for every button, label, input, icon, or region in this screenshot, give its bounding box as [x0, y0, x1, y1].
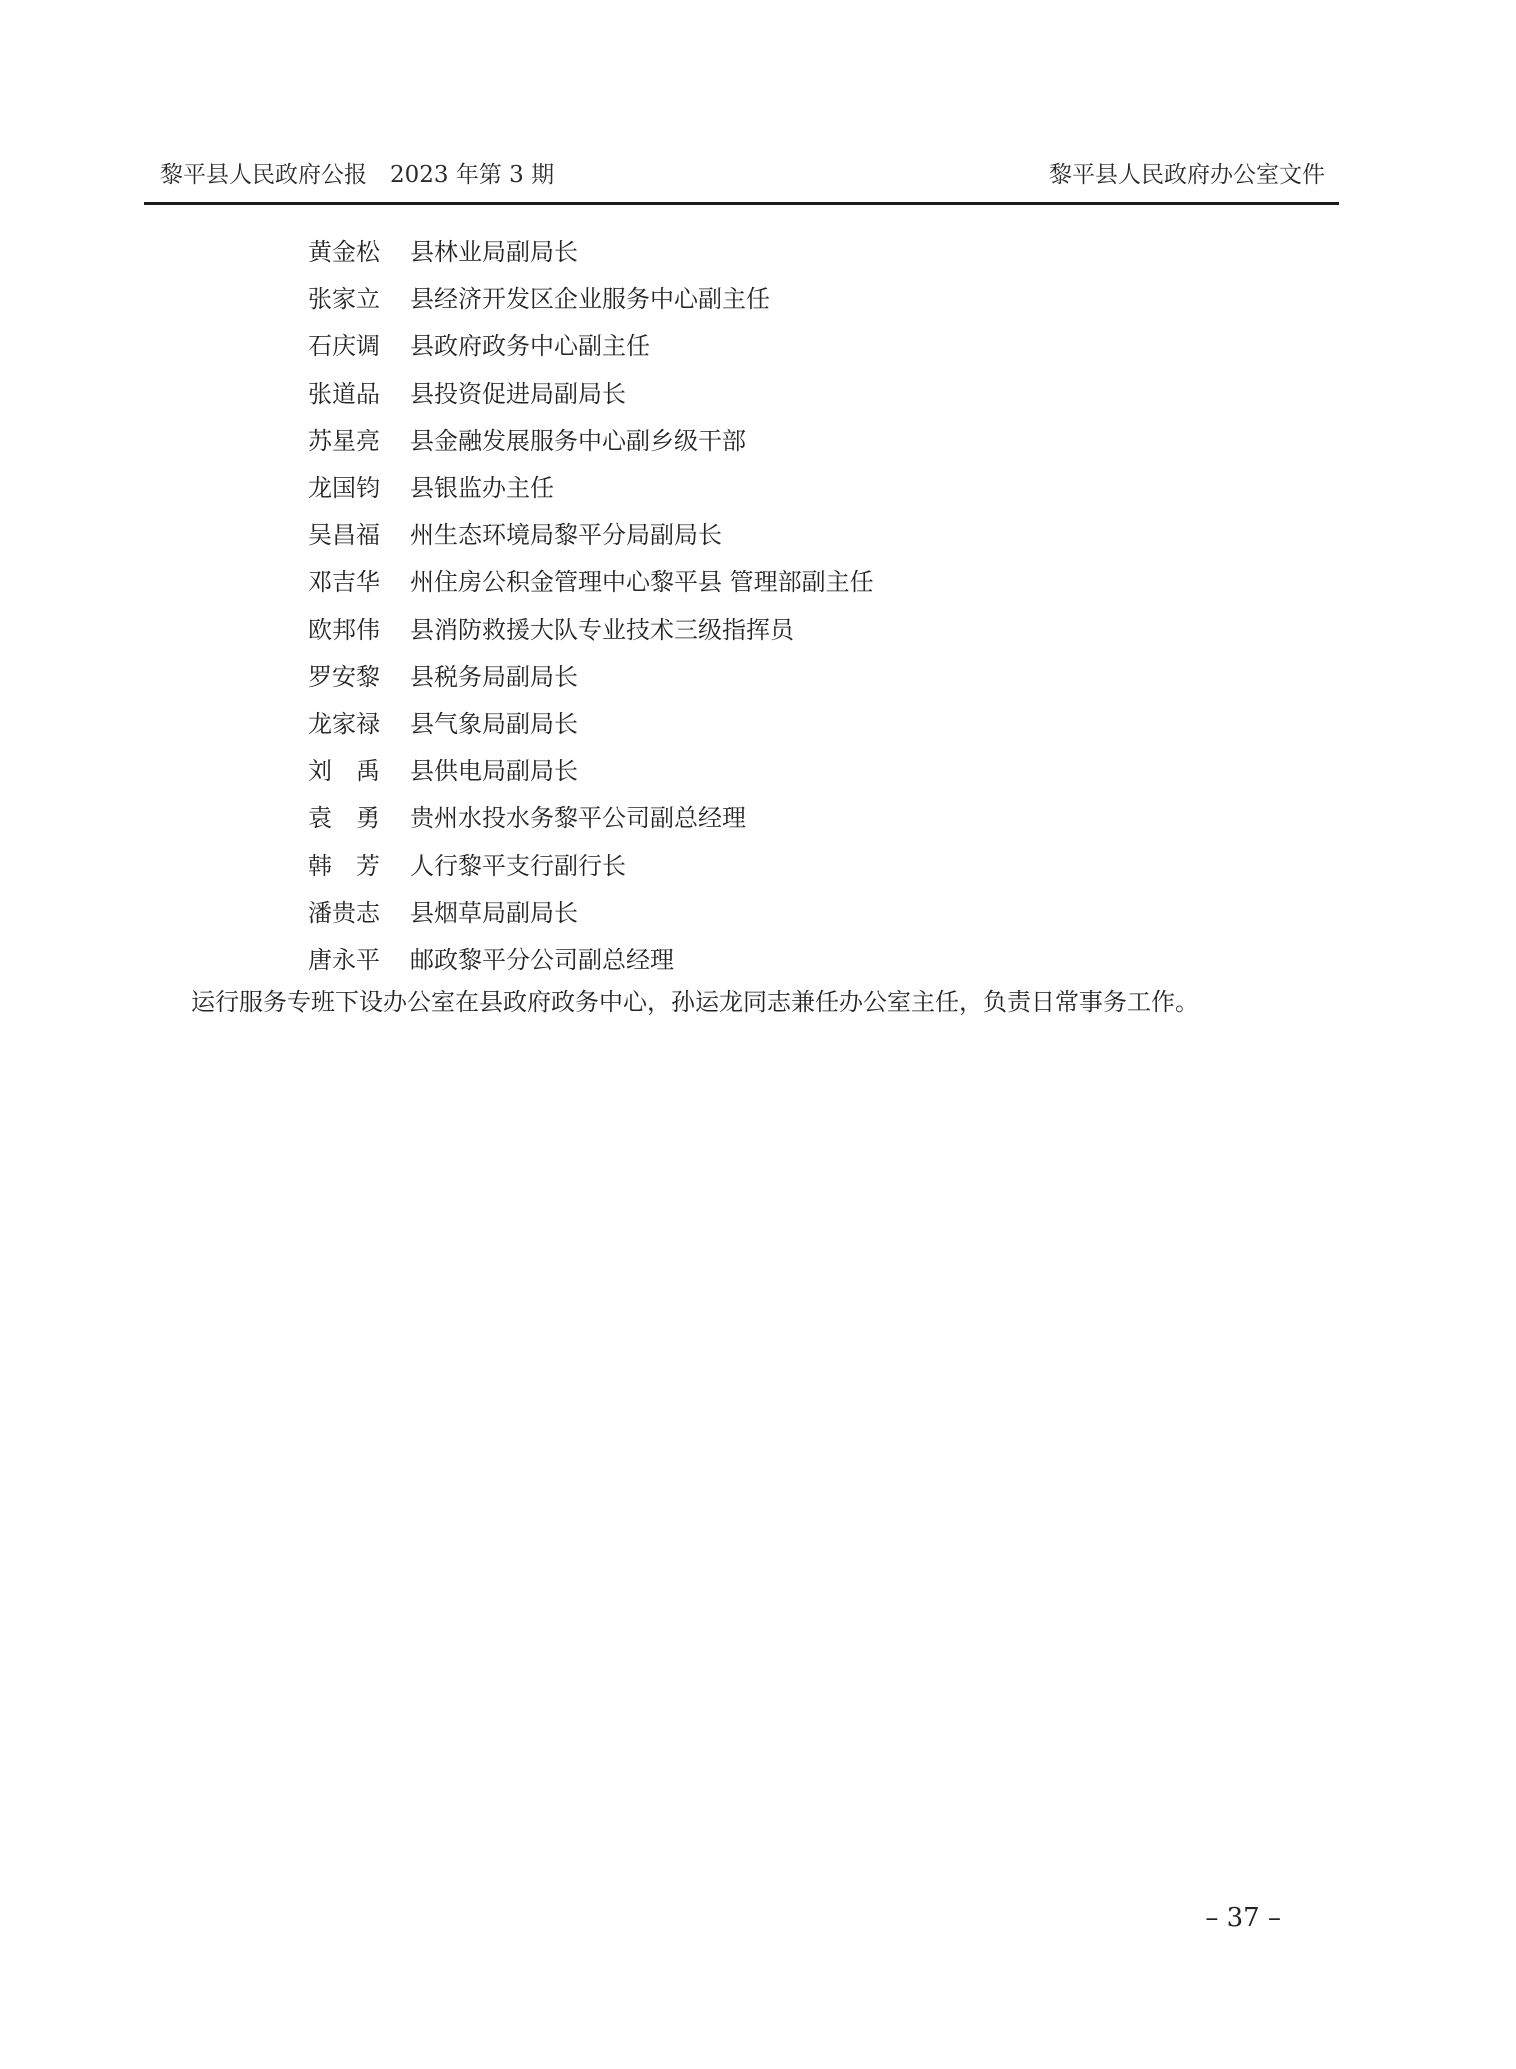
member-title: 县烟草局副局长: [410, 898, 578, 927]
member-title: 县税务局副局长: [410, 662, 578, 691]
member-name: 吴昌福: [308, 521, 380, 550]
list-item: [308, 604, 1308, 651]
member-name: 唐永平: [308, 945, 380, 974]
list-item: [308, 887, 1308, 934]
member-title: 县金融发展服务中心副乡级干部: [410, 426, 746, 455]
member-name: 欧邦伟: [308, 615, 380, 644]
member-title: 人行黎平支行副行长: [410, 851, 626, 880]
member-name: 邓吉华: [308, 568, 380, 597]
list-item: [308, 462, 1308, 509]
member-name: 苏星亮: [308, 426, 380, 455]
member-name: 韩 芳: [308, 851, 380, 880]
member-title: 县投资促进局副局长: [410, 379, 626, 408]
member-title: 县林业局副局长: [410, 238, 578, 267]
office-note-paragraph: 运行服务专班下设办公室在县政府政务中心，孙运龙同志兼任办公室主任，负责日常事务工作。: [191, 988, 1199, 1016]
member-title: 县经济开发区企业服务中心副主任: [410, 285, 770, 314]
list-item: [308, 509, 1308, 556]
member-name: 龙国钧: [308, 474, 380, 503]
document-source-title: 黎平县人民政府办公室文件: [1049, 162, 1325, 188]
list-item: [308, 839, 1308, 886]
member-title: 县气象局副局长: [410, 709, 578, 738]
member-list: [308, 226, 1308, 981]
bulletin-issue-title: 黎平县人民政府公报 2023 年第 3 期: [160, 162, 555, 188]
list-item: [308, 368, 1308, 415]
list-item: [308, 320, 1308, 367]
member-title: 县消防救援大队专业技术三级指挥员: [410, 615, 794, 644]
list-item: [308, 792, 1308, 839]
member-title: 邮政黎平分公司副总经理: [410, 945, 674, 974]
list-item: [308, 698, 1308, 745]
member-name: 罗安黎: [308, 662, 380, 691]
list-item: [308, 415, 1308, 462]
member-title: 县银监办主任: [410, 474, 554, 503]
list-item: [308, 226, 1308, 273]
member-name: 袁 勇: [308, 804, 380, 833]
member-title: 州生态环境局黎平分局副局长: [410, 521, 722, 550]
header-divider: [144, 202, 1339, 205]
member-title: 贵州水投水务黎平公司副总经理: [410, 804, 746, 833]
list-item: [308, 745, 1308, 792]
page-number: – 37 –: [1205, 1903, 1281, 1933]
member-name: 张道品: [308, 379, 380, 408]
list-item: [308, 273, 1308, 320]
member-name: 张家立: [308, 285, 380, 314]
list-item: [308, 556, 1308, 603]
list-item: [308, 651, 1308, 698]
page-header: [144, 160, 1339, 200]
member-title: 县政府政务中心副主任: [410, 332, 650, 361]
member-name: 黄金松: [308, 238, 380, 267]
member-name: 潘贵志: [308, 898, 380, 927]
member-name: 石庆调: [308, 332, 380, 361]
member-name: 刘 禹: [308, 757, 380, 786]
member-title: 州住房公积金管理中心黎平县 管理部副主任: [410, 568, 874, 597]
list-item: [308, 934, 1308, 981]
member-title: 县供电局副局长: [410, 757, 578, 786]
member-name: 龙家禄: [308, 709, 380, 738]
